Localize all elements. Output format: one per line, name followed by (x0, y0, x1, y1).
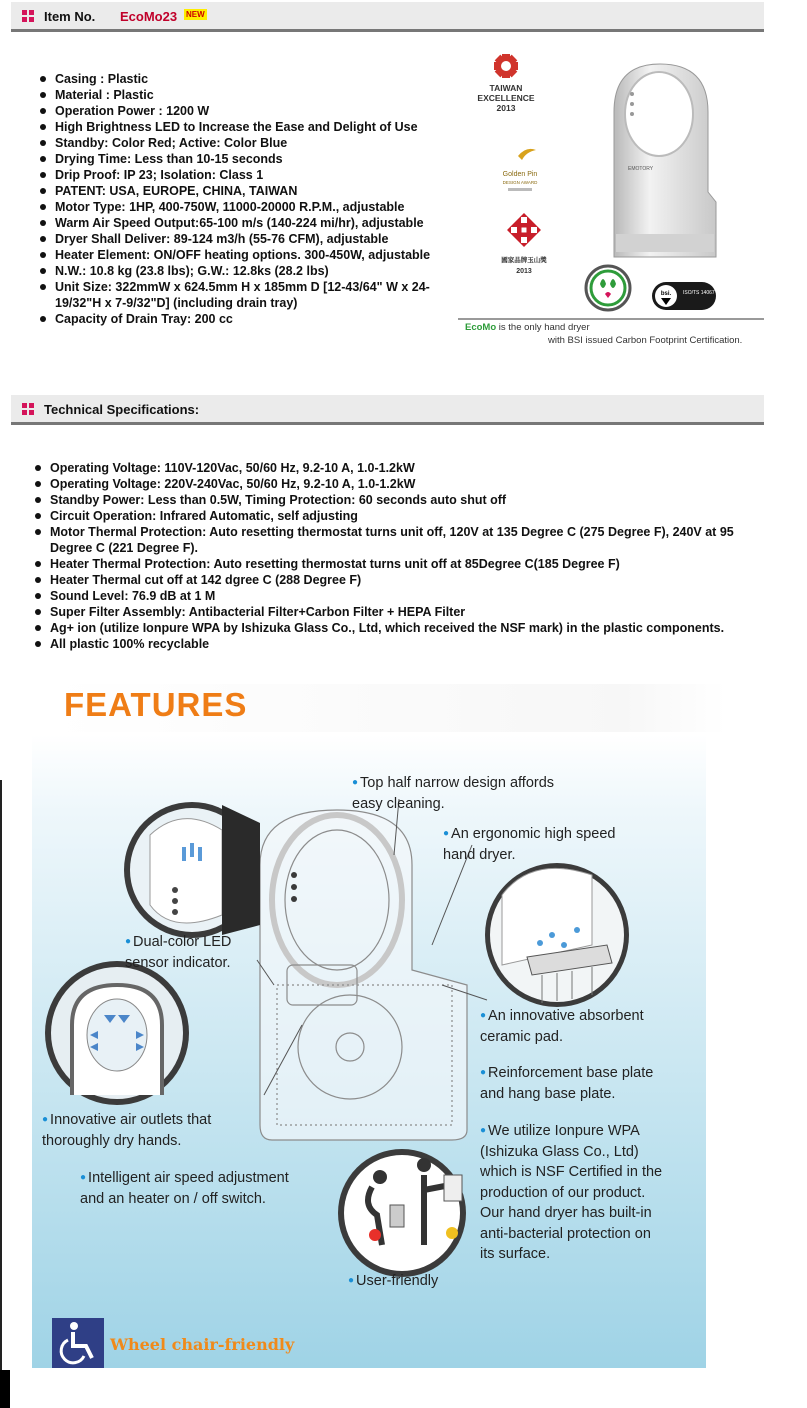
callout-bullet-icon: ● (480, 1125, 487, 1136)
tech-spec-title: Technical Specifications: (44, 402, 200, 417)
tech-spec-item: Ag+ ion (utilize Ionpure WPA by Ishizuka Glass Co., Ltd, which received the NSF mark) in the plastic components. (35, 620, 763, 636)
callout-led (125, 932, 231, 973)
callout-text: An innovative absorbent ceramic pad. (480, 1008, 644, 1045)
callout-bullet-icon: ● (348, 1275, 355, 1286)
product-spec-item: Casing : Plastic (40, 71, 450, 87)
callout-top-half (352, 773, 554, 814)
callout-bullet-icon: ● (80, 1172, 87, 1183)
left-edge-bar (0, 1370, 10, 1408)
callout-bullet-icon: ● (125, 936, 132, 947)
caption-line-2: with BSI issued Carbon Footprint Certification. (548, 335, 743, 346)
svg-text:TAIWAN: TAIWAN (489, 83, 523, 93)
callout-text: We utilize Ionpure WPA (Ishizuka Glass Co., Ltd) which is NSF Certified in the production of our product. Our hand dryer has built-in anti-bacterial protection on its surface. (480, 1123, 663, 1262)
svg-text:DESIGN AWARD: DESIGN AWARD (502, 180, 538, 185)
certification-caption (465, 322, 590, 333)
product-spec-list (40, 71, 450, 327)
svg-text:ISO/TS 14067: ISO/TS 14067 (683, 290, 715, 296)
callout-text: An ergonomic high speed hand dryer. (443, 826, 616, 863)
tech-spec-item: Super Filter Assembly: Antibacterial Filter+Carbon Filter + HEPA Filter (35, 604, 763, 620)
callout-ceramic-pad (480, 1006, 644, 1047)
tech-spec-item: Heater Thermal Protection: Auto resetting thermostat turns unit off at 85Degree C(185 Degree F) (35, 556, 763, 572)
header-bullet-icon (22, 10, 34, 22)
tech-spec-item: Motor Thermal Protection: Auto resetting thermostat turns unit off, 120V at 135 Degree C (275 Degree F), 240V at 95 Degree C (221 Degree F). (35, 524, 763, 556)
product-spec-item: Drip Proof: IP 23; Isolation: Class 1 (40, 167, 450, 183)
callout-user-friendly (348, 1271, 438, 1292)
wheelchair-icon (52, 1318, 104, 1368)
svg-text:EMOTORY: EMOTORY (628, 166, 654, 172)
callout-bullet-icon: ● (352, 777, 359, 788)
svg-text:Golden Pin: Golden Pin (502, 171, 538, 178)
ceramic-pad-zoom (485, 863, 629, 1007)
callout-bullet-icon: ● (480, 1010, 487, 1021)
svg-text:EXCELLENCE: EXCELLENCE (477, 93, 535, 103)
led-zoom-bubble (124, 802, 260, 938)
callout-air-outlets (42, 1110, 211, 1151)
item-no-label: Item No. (44, 9, 96, 24)
left-edge-line (0, 780, 2, 1380)
bsi-badge (652, 282, 716, 310)
caption-divider (458, 318, 764, 320)
product-spec-item: Dryer Shall Deliver: 89-124 m3/h (55-76 CFM), adjustable (40, 231, 450, 247)
dryer-led-dots (291, 872, 297, 902)
product-spec-item: High Brightness LED to Increase the Ease and Delight of Use (40, 119, 450, 135)
model-number: EcoMo23 (120, 9, 178, 24)
callout-ionpure (480, 1121, 662, 1265)
product-spec-item: Material : Plastic (40, 87, 450, 103)
callout-bullet-icon: ● (42, 1114, 49, 1125)
tech-spec-item: Circuit Operation: Infrared Automatic, self adjusting (35, 508, 763, 524)
new-badge: NEW (186, 10, 205, 19)
user-friendly-bubble (338, 1149, 466, 1277)
product-spec-item: Heater Element: ON/OFF heating options. 300-450W, adjustable (40, 247, 450, 263)
golden-pin-logo (503, 149, 538, 191)
dryer-cutaway (260, 810, 467, 1140)
awards-and-product-image (456, 52, 766, 352)
product-spec-item: N.W.: 10.8 kg (23.8 lbs); G.W.: 12.8ks (28.2 lbs) (40, 263, 450, 279)
callout-text: User-friendly (356, 1273, 439, 1289)
callout-text: Top half narrow design affords easy cleaning. (352, 775, 555, 812)
tech-spec-item: Heater Thermal cut off at 142 dgree C (288 Degree F) (35, 572, 763, 588)
product-spec-item: Unit Size: 322mmW x 624.5mm H x 185mm D [12-43/64" W x 24-19/32"H x 7-9/32"D] (including drain tray) (40, 279, 450, 311)
tech-spec-item: Standby Power: Less than 0.5W, Timing Protection: 60 seconds auto shut off (35, 492, 763, 508)
caption-line-1: is the only hand dryer (498, 322, 590, 333)
features-title: FEATURES (64, 686, 248, 723)
callout-bullet-icon: ● (443, 828, 450, 839)
callout-text: Reinforcement base plate and hang base plate. (480, 1065, 654, 1102)
svg-text:bsi.: bsi. (660, 291, 672, 297)
ecomo-brand: EcoMo (465, 322, 497, 333)
tech-spec-item: Operating Voltage: 110V-120Vac, 50/60 Hz, 9.2-10 A, 1.0-1.2kW (35, 460, 763, 476)
yushan-award-logo (507, 213, 541, 247)
callout-bullet-icon: ● (480, 1067, 487, 1078)
callout-text: Innovative air outlets that thoroughly dry hands. (42, 1112, 212, 1149)
product-spec-item: Warm Air Speed Output:65-100 m/s (140-224 mi/hr), adjustable (40, 215, 450, 231)
product-spec-item: Operation Power : 1200 W (40, 103, 450, 119)
svg-text:2013: 2013 (496, 103, 516, 113)
callout-text: Intelligent air speed adjustment and an heater on / off switch. (80, 1170, 289, 1207)
header-bullet-icon (22, 403, 34, 415)
hand-dryer-image (614, 64, 716, 257)
callout-text: Dual-color LED sensor indicator. (125, 934, 232, 971)
tech-spec-item: All plastic 100% recyclable (35, 636, 763, 652)
taiwan-excellence-logo (494, 54, 518, 78)
svg-text:國家品牌玉山獎: 國家品牌玉山獎 (501, 256, 547, 264)
callout-ergonomic (443, 824, 616, 865)
product-spec-item: Standby: Color Red; Active: Color Blue (40, 135, 450, 151)
callout-base-plate (480, 1063, 653, 1104)
carbon-footprint-badge (586, 266, 630, 310)
tech-spec-item: Sound Level: 76.9 dB at 1 M (35, 588, 763, 604)
product-spec-item: Capacity of Drain Tray: 200 cc (40, 311, 450, 327)
callout-air-speed (80, 1168, 289, 1209)
tech-spec-item: Operating Voltage: 220V-240Vac, 50/60 Hz, 9.2-10 A, 1.0-1.2kW (35, 476, 763, 492)
wheelchair-friendly-label: Wheel chair-friendly (110, 1335, 295, 1354)
tech-spec-list (35, 460, 763, 652)
tech-spec-header (11, 395, 764, 425)
product-spec-item: Drying Time: Less than 10-15 seconds (40, 151, 450, 167)
item-header (11, 2, 764, 32)
product-spec-item: PATENT: USA, EUROPE, CHINA, TAIWAN (40, 183, 450, 199)
svg-text:2013: 2013 (516, 268, 532, 275)
product-spec-item: Motor Type: 1HP, 400-750W, 11000-20000 R.P.M., adjustable (40, 199, 450, 215)
air-outlet-zoom (45, 961, 189, 1105)
